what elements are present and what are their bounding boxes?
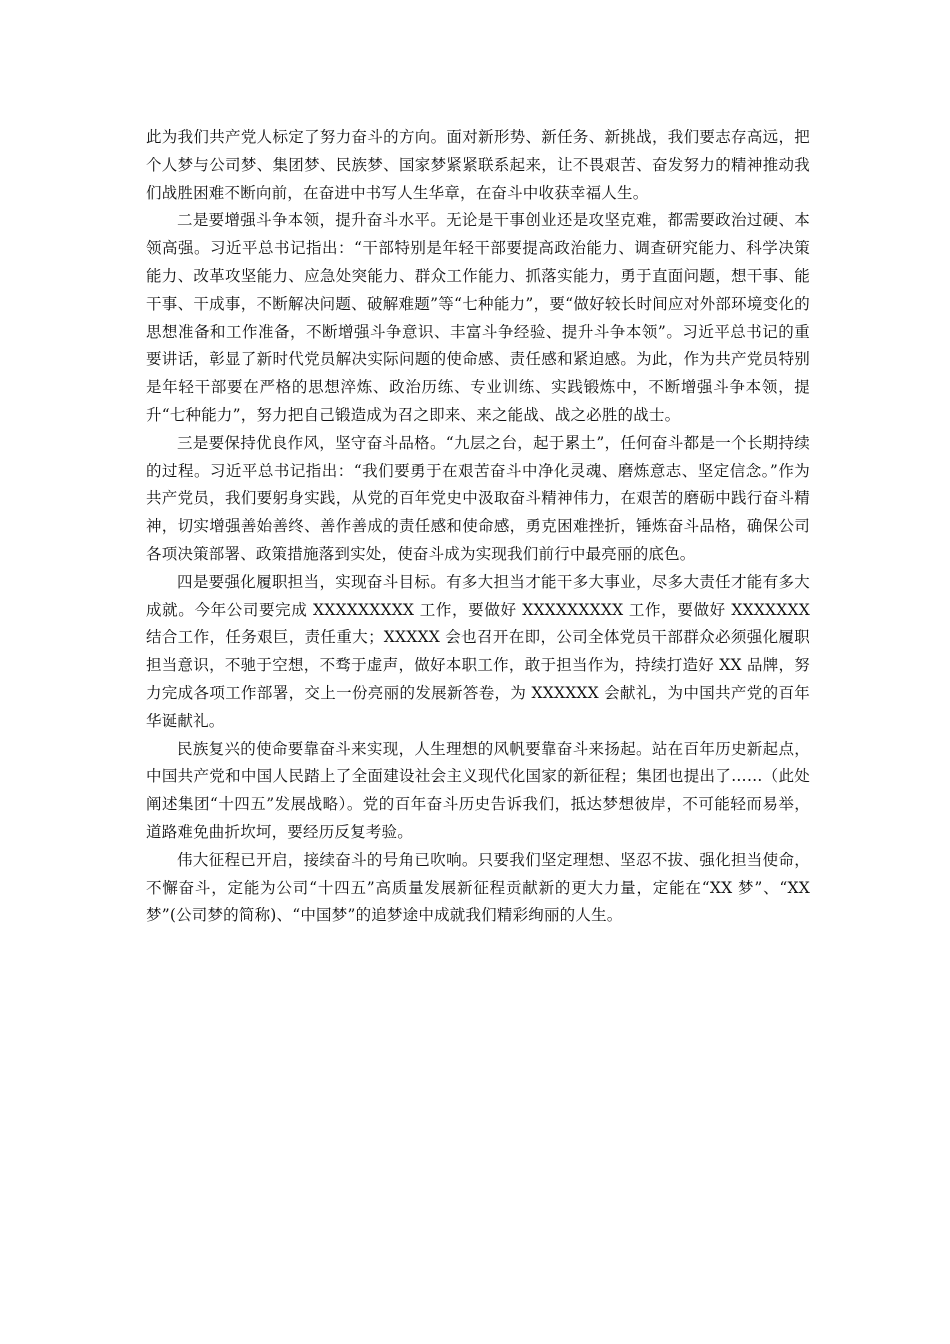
- paragraph-national-rejuvenation: 民族复兴的使命要靠奋斗来实现，人生理想的风帆要靠奋斗来扬起。站在百年历史新起点，中国共产党和中国人民踏上了全面建设社会主义现代化国家的新征程；集团也提出了……（此处阐述集团“十四五”发展战略）。党的百年奋斗历史告诉我们，抵达梦想彼岸，不可能轻而易举，道路难免曲折坎坷，要经历反复考验。: [146, 739, 810, 841]
- paragraph-continuation: 此为我们共产党人标定了努力奋斗的方向。面对新形势、新任务、新挑战，我们要志存高远，把个人梦与公司梦、集团梦、民族梦、国家梦紧紧联系起来，让不畏艰苦、奋发努力的精神推动我们战胜困难不断向前，在奋进中书写人生华章，在奋斗中收获幸福人生。: [146, 128, 810, 202]
- paragraph-conclusion: 伟大征程已开启，接续奋斗的号角已吹响。只要我们坚定理想、坚忍不拔、强化担当使命，不懈奋斗，定能为公司“十四五”高质量发展新征程贡献新的更大力量，定能在“XX 梦”、“XX 梦”(公司梦的简称)、“中国梦”的追梦途中成就我们精彩绚丽的人生。: [146, 850, 810, 925]
- paragraph-point-three: 三是要保持优良作风，坚守奋斗品格。“九层之台，起于累土”，任何奋斗都是一个长期持续的过程。习近平总书记指出：“我们要勇于在艰苦奋斗中净化灵魂、磨炼意志、坚定信念。”作为共产党员，我们要躬身实践，从党的百年党史中汲取奋斗精神伟力，在艰苦的磨砺中践行奋斗精神，切实增强善始善终、善作善成的责任感和使命感，勇克困难挫折，锤炼奋斗品格，确保公司各项决策部署、政策措施落到实处，使奋斗成为实现我们前行中最亮丽的底色。: [146, 433, 810, 563]
- paragraph-point-two: 二是要增强斗争本领，提升奋斗水平。无论是干事创业还是攻坚克难，都需要政治过硬、本领高强。习近平总书记指出：“干部特别是年轻干部要提高政治能力、调查研究能力、科学决策能力、改革攻坚能力、应急处突能力、群众工作能力、抓落实能力，勇于直面问题，想干事、能干事、干成事，不断解决问题、破解难题”等“七种能力”，要“做好较长时间应对外部环境变化的思想准备和工作准备，不断增强斗争意识、丰富斗争经验、提升斗争本领”。习近平总书记的重要讲话，彰显了新时代党员解决实际问题的使命感、责任感和紧迫感。为此，作为共产党员特别是年轻干部要在严格的思想淬炼、政治历练、专业训练、实践锻炼中，不断增强斗争本领，提升“七种能力”，努力把自己锻造成为召之即来、来之能战、战之必胜的战士。: [146, 211, 810, 424]
- document-body: [146, 124, 810, 930]
- paragraph-point-four: 四是要强化履职担当，实现奋斗目标。有多大担当才能干多大事业，尽多大责任才能有多大成就。今年公司要完成 XXXXXXXXX 工作，要做好 XXXXXXXXX 工作，要做好 XXXXXXX 结合工作，任务艰巨，责任重大；XXXXX 会也召开在即，公司全体党员干部群众必须强化履职担当意识，不驰于空想，不骛于虚声，做好本职工作，敢于担当作为，持续打造好 XX 品牌，努力完成各项工作部署，交上一份亮丽的发展新答卷，为 XXXXXX 会献礼，为中国共产党的百年华诞献礼。: [146, 572, 810, 730]
